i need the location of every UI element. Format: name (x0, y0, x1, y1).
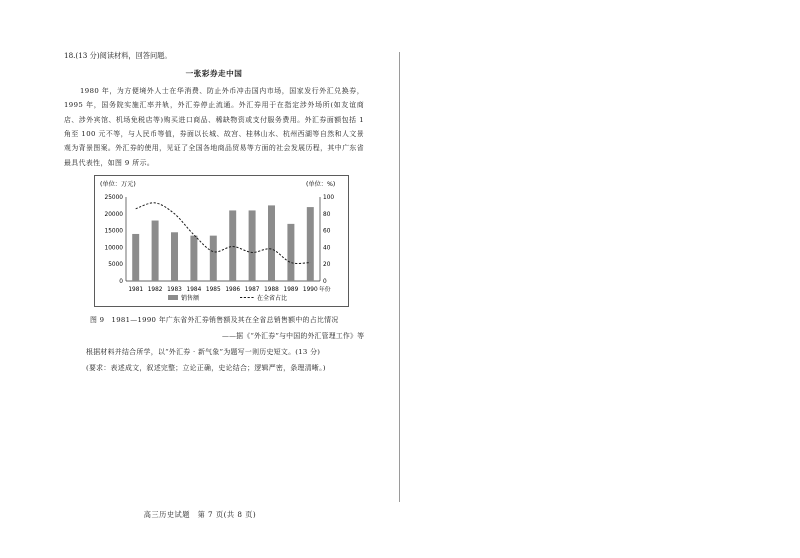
left-tick-label: 5000 (108, 262, 123, 269)
x-tick-label: 1985 (205, 287, 221, 293)
right-tick-label: 40 (323, 245, 331, 252)
legend-label-ratio: 在全省占比 (257, 295, 288, 302)
bar-sales (268, 205, 275, 281)
x-tick-label: 1982 (147, 287, 163, 293)
figure-source: ——据《“外汇券”与中国的外汇管理工作》等 (222, 332, 365, 340)
question-block (64, 50, 364, 170)
right-tick-label: 0 (323, 279, 327, 285)
x-axis-suffix: 年份 (319, 287, 331, 293)
left-axis-unit: (单位：万元) (100, 181, 136, 188)
material-title: 一张彩券走中国 (185, 68, 243, 78)
x-tick-label: 1987 (244, 287, 260, 293)
left-tick-label: 15000 (104, 228, 123, 235)
bar-sales (210, 236, 217, 281)
right-tick-label: 100 (323, 195, 335, 201)
x-tick-label: 1989 (283, 287, 299, 293)
left-tick-label: 25000 (104, 195, 123, 201)
material-paragraph: 1980 年，为方便境外人士在华消费、防止外币冲击国内市场，国家发行外汇兑换券，1995 年，国务院实施汇率并轨，外汇券停止流通。外汇券用于在指定涉外场所(如友谊商店、涉外宾馆、机场免税店等)购买进口商品、稀缺物资或支付服务费用。外汇券面额包括 1 角至 100 元不等，与人民币等值，券面以长城、故宫、桂林山水、杭州西湖等自然和人文景观为背景图案。外汇券的使用，见证了全国各地商品贸易等方面的社会发展历程，其中广东省最具代表性，如图 9 所示。 (64, 87, 364, 167)
x-tick-label: 1990 (302, 287, 318, 293)
series-line-ratio (136, 203, 311, 264)
bar-sales (249, 210, 256, 281)
left-tick-label: 0 (119, 279, 123, 285)
bar-sales (171, 232, 178, 281)
bar-sales (132, 234, 139, 281)
right-tick-label: 80 (323, 211, 331, 218)
bar-sales (287, 224, 294, 281)
x-tick-label: 1981 (128, 287, 144, 293)
right-tick-label: 20 (323, 262, 331, 269)
sales-chart (94, 175, 349, 307)
legend-swatch-sales (168, 295, 178, 300)
x-tick-label: 1983 (167, 287, 182, 293)
bar-sales (307, 207, 314, 281)
x-tick-label: 1986 (225, 287, 241, 293)
column-divider (399, 52, 400, 502)
right-axis-unit: (单位：%) (306, 181, 336, 188)
bar-sales (229, 210, 236, 281)
left-tick-label: 20000 (104, 211, 123, 218)
bar-sales (152, 221, 159, 281)
right-tick-label: 60 (323, 228, 331, 235)
page-footer: 高三历史试题 第 7 页(共 8 页) (143, 510, 257, 519)
x-tick-label: 1984 (186, 287, 202, 293)
bar-sales (190, 236, 197, 281)
task-requirements: (要求：表述成文，叙述完整；立论正确，史论结合；逻辑严密，条理清晰。) (86, 364, 326, 372)
x-tick-label: 1988 (264, 287, 279, 293)
figure-caption: 图 9 1981—1990 年广东省外汇券销售额及其在全省总销售额中的占比情况 (90, 316, 339, 324)
left-tick-label: 10000 (104, 245, 123, 252)
legend-label-sales: 销售额 (181, 295, 200, 302)
task-instruction: 根据材料并结合所学，以“外汇券 · 新气象”为题写一则历史短文。(13 分) (86, 348, 321, 356)
question-number: 18.(13 分)阅读材料，回答问题。 (64, 51, 172, 60)
